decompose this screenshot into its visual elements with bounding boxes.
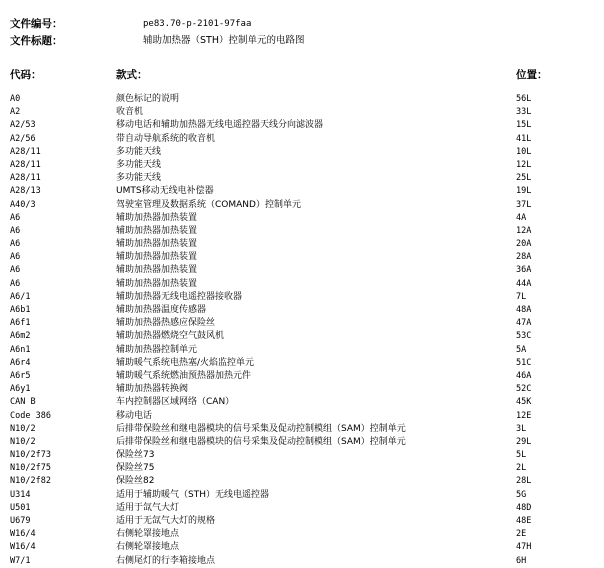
component-position: 20A	[516, 239, 532, 250]
position-column-header: 位置：	[516, 69, 548, 81]
table-row	[0, 344, 604, 357]
component-name: 右侧尾灯的行李箱接地点	[116, 555, 216, 566]
component-name: 辅助暖气系统电热塞/火焰监控单元	[116, 357, 255, 368]
component-code: A6	[10, 265, 21, 276]
table-row	[0, 278, 604, 291]
component-name: 保险丝75	[116, 463, 155, 474]
component-name: 辅助加热器加热装置	[116, 252, 198, 263]
table-row	[0, 410, 604, 423]
component-name: 适用于辅助暖气（STH）无线电遥控器	[116, 489, 269, 500]
component-name: 辅助加热器控制单元	[116, 344, 198, 355]
component-code: N10/2f75	[10, 463, 51, 474]
component-code: N10/2	[10, 436, 36, 447]
table-row	[0, 251, 604, 264]
table-row	[0, 357, 604, 370]
table-row	[0, 515, 604, 528]
component-position: 36A	[516, 265, 532, 276]
component-code: A6	[10, 239, 21, 250]
component-position: 28A	[516, 252, 532, 263]
component-name: 颜色标记的说明	[116, 94, 180, 104]
component-code: U679	[10, 516, 31, 526]
component-name: 辅助暖气系统燃油预热器加热元件	[116, 370, 252, 381]
component-position: 2L	[516, 463, 527, 474]
table-row	[0, 185, 604, 198]
table-row	[0, 330, 604, 343]
table-row	[0, 436, 604, 449]
component-code: A6r5	[10, 370, 31, 381]
component-name: 辅助加热器加热装置	[116, 225, 198, 236]
component-code: A28/11	[10, 159, 41, 170]
component-name: 适用于氙气大灯	[116, 502, 180, 513]
component-name: 保险丝82	[116, 476, 155, 487]
component-name: 辅助加热器加热装置	[116, 278, 198, 289]
component-code: A6b1	[10, 305, 31, 315]
component-position: 15L	[516, 120, 532, 131]
table-row	[0, 317, 604, 330]
table-row	[0, 119, 604, 132]
table-row	[0, 462, 604, 475]
table-row	[0, 489, 604, 502]
component-code: A6m2	[10, 331, 31, 342]
table-row	[0, 238, 604, 251]
component-code: A6n1	[10, 344, 31, 355]
component-code: A2/56	[10, 133, 36, 144]
component-name: 辅助加热器加热装置	[116, 212, 198, 223]
table-row	[0, 146, 604, 159]
table-row	[0, 291, 604, 304]
component-name: 后排带保险丝和继电器模块的信号采集及促动控制模组（SAM）控制单元	[116, 423, 406, 434]
component-code: A28/13	[10, 186, 41, 197]
component-name: 右侧轮罩接地点	[116, 542, 180, 553]
component-position: 28L	[516, 476, 532, 487]
component-position: 10L	[516, 146, 532, 157]
component-position: 5L	[516, 450, 527, 461]
component-code: CAN B	[10, 397, 36, 408]
component-name: 保险丝73	[116, 450, 155, 461]
component-position: 56L	[516, 94, 532, 104]
component-name: 右侧轮罩接地点	[116, 529, 180, 540]
component-code: A6	[10, 278, 21, 289]
component-code: A6	[10, 252, 21, 263]
component-position: 25L	[516, 173, 532, 184]
table-row	[0, 396, 604, 409]
component-code: A6	[10, 225, 21, 236]
component-position: 48E	[516, 516, 532, 526]
component-position: 5G	[516, 489, 527, 500]
name-column-header: 款式：	[116, 69, 148, 81]
component-name: 辅助加热器转换阀	[116, 384, 189, 395]
component-position: 48D	[516, 502, 532, 513]
component-name: 辅助加热器加热装置	[116, 265, 198, 276]
component-code: N10/2	[10, 423, 36, 434]
component-position: 51C	[516, 357, 532, 368]
table-row	[0, 475, 604, 488]
table-row	[0, 133, 604, 146]
component-position: 46A	[516, 370, 532, 381]
component-name: 带自动导航系统的收音机	[116, 133, 216, 144]
component-code: U501	[10, 502, 31, 513]
component-name: 后排带保险丝和继电器模块的信号采集及促动控制模组（SAM）控制单元	[116, 436, 406, 447]
component-code: W7/1	[10, 555, 31, 566]
component-code: A28/11	[10, 173, 41, 184]
component-name: UMTS移动无线电补偿器	[116, 186, 214, 197]
component-name: 辅助加热器温度传感器	[116, 305, 207, 315]
component-name: 辅助加热器加热装置	[116, 239, 198, 250]
component-code: A0	[10, 94, 21, 104]
table-row	[0, 449, 604, 462]
component-position: 33L	[516, 107, 532, 118]
table-row	[0, 172, 604, 185]
component-code: Code 386	[10, 410, 51, 421]
file-title-label: 文件标题：	[10, 35, 63, 47]
component-list	[0, 93, 604, 568]
component-position: 5A	[516, 344, 527, 355]
component-position: 52C	[516, 384, 532, 395]
table-row	[0, 304, 604, 317]
table-row	[0, 502, 604, 515]
component-position: 4A	[516, 212, 527, 223]
component-position: 53C	[516, 331, 532, 342]
component-position: 41L	[516, 133, 532, 144]
file-title-value: 辅助加热器（STH）控制单元的电路图	[143, 35, 305, 46]
component-name: 辅助加热器无线电遥控器接收器	[116, 291, 243, 302]
file-number-label: 文件编号：	[10, 18, 63, 30]
component-code: W16/4	[10, 529, 36, 540]
component-name: 收音机	[116, 107, 144, 118]
component-position: 19L	[516, 186, 532, 197]
component-name: 移动电话和辅助加热器无线电遥控器天线分向滤波器	[116, 120, 324, 131]
table-row	[0, 528, 604, 541]
component-name: 车内控制器区域网络（CAN）	[116, 397, 235, 408]
table-row	[0, 555, 604, 568]
component-position: 37L	[516, 199, 532, 210]
component-name: 辅助加热器热感应保险丝	[116, 318, 216, 329]
component-code: A6	[10, 212, 21, 223]
component-position: 29L	[516, 436, 532, 447]
table-row	[0, 264, 604, 277]
component-position: 44A	[516, 278, 532, 289]
component-name: 适用于无氙气大灯的规格	[116, 516, 216, 526]
table-row	[0, 541, 604, 554]
table-row	[0, 370, 604, 383]
component-position: 48A	[516, 305, 532, 315]
component-code: A28/11	[10, 146, 41, 157]
component-code: N10/2f73	[10, 450, 51, 461]
table-row	[0, 159, 604, 172]
component-code: U314	[10, 489, 31, 500]
component-code: A6y1	[10, 384, 31, 395]
component-position: 47H	[516, 542, 532, 553]
component-name: 多功能天线	[116, 146, 162, 157]
component-position: 2E	[516, 529, 527, 540]
component-code: W16/4	[10, 542, 36, 553]
component-code: N10/2f82	[10, 476, 51, 487]
component-position: 6H	[516, 555, 527, 566]
component-name: 多功能天线	[116, 173, 162, 184]
component-code: A6r4	[10, 357, 31, 368]
table-row	[0, 225, 604, 238]
component-code: A2/53	[10, 120, 36, 131]
code-column-header: 代码：	[10, 69, 42, 81]
component-code: A40/3	[10, 199, 36, 210]
table-row	[0, 93, 604, 106]
component-position: 45K	[516, 397, 532, 408]
component-code: A6/1	[10, 291, 31, 302]
table-row	[0, 423, 604, 436]
component-position: 47A	[516, 318, 532, 329]
component-name: 驾驶室管理及数据系统（COMAND）控制单元	[116, 199, 301, 210]
component-position: 3L	[516, 423, 527, 434]
component-position: 12E	[516, 410, 532, 421]
component-name: 移动电话	[116, 410, 153, 421]
component-code: A2	[10, 107, 21, 118]
component-name: 辅助加热器燃烧空气鼓风机	[116, 331, 225, 342]
component-position: 12A	[516, 225, 532, 236]
table-row	[0, 106, 604, 119]
table-row	[0, 212, 604, 225]
component-code: A6f1	[10, 318, 31, 329]
table-row	[0, 383, 604, 396]
component-name: 多功能天线	[116, 159, 162, 170]
table-row	[0, 199, 604, 212]
component-position: 12L	[516, 159, 532, 170]
component-position: 7L	[516, 291, 527, 302]
file-number-value: pe83.70-p-2101-97faa	[143, 19, 252, 29]
